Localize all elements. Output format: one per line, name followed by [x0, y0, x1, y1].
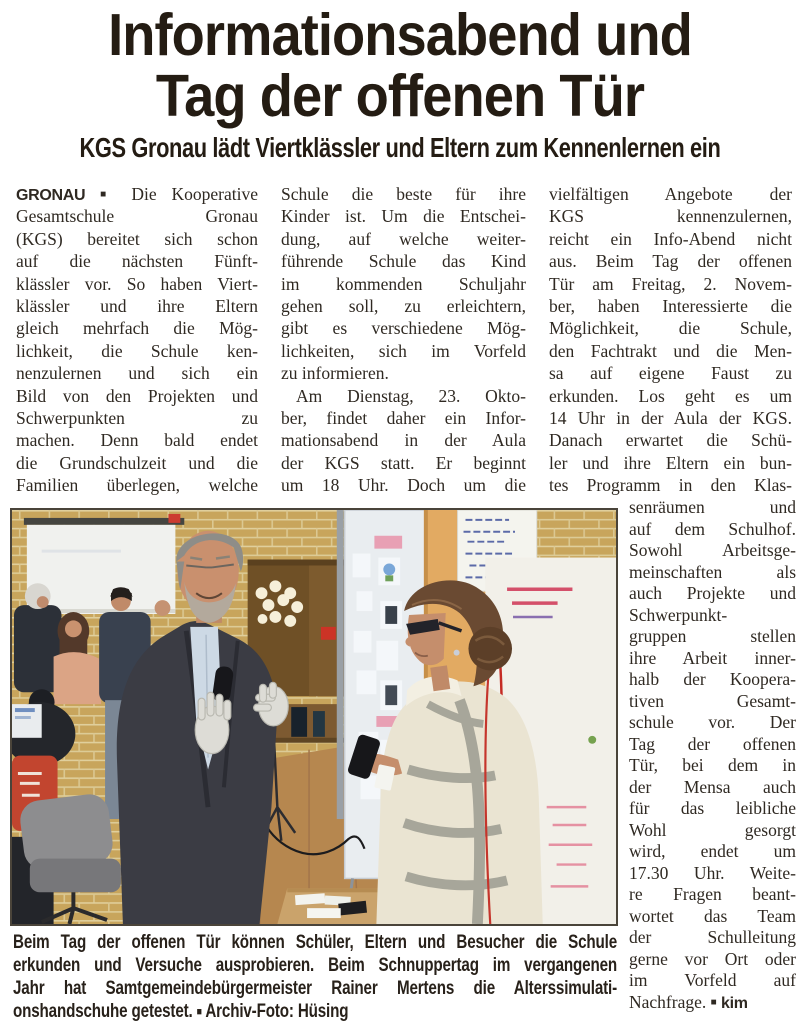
text-line [629, 519, 796, 541]
article-photo [10, 508, 618, 926]
text-span: 17.30 Uhr. Weite- [629, 862, 796, 883]
text-line [629, 540, 796, 562]
text-span: Tür, bei dem in [629, 755, 796, 775]
headline-line1: Informationsabend und [108, 2, 692, 68]
text-line [549, 273, 792, 295]
text-line [629, 605, 796, 627]
text-line [629, 669, 796, 691]
text-span: auf die nächsten Fünft- [16, 251, 258, 272]
text-span: schule vor. Der [629, 712, 796, 732]
text-line [13, 977, 617, 1000]
text-span: aus. Beim Tag der offenen [549, 251, 792, 272]
text-line [16, 429, 258, 451]
text-line [16, 474, 258, 496]
text-line [281, 452, 526, 474]
text-line [629, 884, 796, 906]
text-line [629, 820, 796, 842]
text-line [281, 317, 526, 339]
text-line [281, 205, 526, 227]
text-line [16, 317, 258, 339]
text-line [13, 1000, 617, 1023]
text-span: die Grundschulzeit und die [16, 452, 258, 473]
text-line [549, 452, 792, 474]
text-span: erkunden und Versuche ausprobieren. Beim Schnuppertag im vergangenen [13, 955, 617, 976]
bold-lead: GRONAU [16, 187, 86, 204]
text-line [16, 183, 258, 205]
text-line [629, 992, 796, 1014]
text-span: Kinder ist. Um die Entschei- [281, 206, 526, 227]
text-line [16, 362, 258, 384]
text-span: Schule die beste für ihre [281, 184, 526, 204]
text-line [281, 228, 526, 250]
text-line [281, 407, 526, 429]
text-span: für das leibliche [629, 798, 796, 818]
photo-caption [13, 931, 617, 1023]
text-line [281, 340, 526, 362]
text-span: tiven Gesamt- [629, 690, 796, 711]
red-sign [321, 627, 336, 640]
text-line [549, 228, 792, 250]
text-span: den Fachtrakt und die Men- [549, 340, 792, 361]
text-span: gibt es verschiedene Mög- [281, 318, 526, 339]
text-line [629, 648, 796, 670]
text-line [629, 583, 796, 605]
text-line [281, 385, 526, 407]
text-line [549, 205, 792, 227]
text-line [281, 183, 526, 205]
article-column-3-narrow [629, 497, 796, 1013]
text-line [16, 295, 258, 317]
text-line [16, 385, 258, 407]
text-span: Am Dienstag, 23. Okto- [296, 385, 526, 406]
text-span: dung, auf welche weiter- [281, 228, 526, 249]
text-span: auf dem Schulhof. [629, 518, 796, 539]
text-span: 14 Uhr in der Aula der KGS. [549, 407, 792, 428]
text-line [281, 273, 526, 295]
text-line [281, 250, 526, 272]
text-span: der Mensa auch [629, 776, 796, 797]
text-line [629, 863, 796, 885]
text-span: sa auf eigene Faust zu [549, 363, 792, 384]
square-bullet: ■ [710, 996, 717, 1008]
text-span: wird, endet um [629, 841, 796, 861]
text-line [549, 250, 792, 272]
text-span: Familien überlegen, welche [16, 475, 258, 496]
text-line [549, 362, 792, 384]
photo-illustration [12, 510, 616, 924]
text-span: um 18 Uhr. Doch um die [281, 475, 526, 496]
article-column-1 [16, 183, 258, 496]
article-column-2 [281, 183, 526, 496]
text-span: ber, findet daher ein Infor- [281, 407, 526, 428]
text-span: gehen soll, zu erleichtern, [281, 295, 526, 316]
text-span: Schwerpunkt- [629, 604, 728, 625]
text-span: onshandschuhe getestet. [13, 1001, 193, 1022]
text-span: der KGS statt. Er beginnt [281, 452, 526, 473]
text-span: gleich mehrfach die Mög- [16, 318, 258, 339]
text-span: Archiv-Foto: Hüsing [205, 1001, 349, 1022]
text-span: Sowohl Arbeitsge- [629, 540, 796, 560]
article-column-3-wide [549, 183, 792, 496]
text-span: im kommenden Schuljahr [281, 273, 526, 294]
left-table-papers [12, 704, 42, 738]
text-span: im Vorfeld auf [629, 970, 796, 990]
text-line [13, 954, 617, 977]
text-line [16, 205, 258, 227]
text-line [16, 340, 258, 362]
text-span: gruppen stellen [629, 626, 796, 646]
text-span: Jahr hat Samtgemeindebürgermeister Rainer Mertens die Alterssimulati- [13, 978, 617, 999]
text-line [16, 250, 258, 272]
text-line [629, 626, 796, 648]
text-span: zu informieren. [281, 363, 389, 384]
text-line [549, 295, 792, 317]
text-span: führende Schule das Kind [281, 251, 526, 272]
text-span: Nachfrage. [629, 991, 707, 1012]
text-line [629, 949, 796, 971]
text-line [549, 429, 792, 451]
earring [454, 650, 460, 656]
text-line [549, 183, 792, 205]
text-line [549, 474, 792, 496]
metal-pole [337, 510, 344, 819]
text-line [629, 927, 796, 949]
text-line [629, 798, 796, 820]
text-line [13, 931, 617, 954]
text-span: senräumen und [629, 497, 796, 517]
text-span: Beim Tag der offenen Tür können Schüler, Eltern und Besucher die Schule [13, 932, 617, 953]
text-span: reicht ein Info-Abend nicht [549, 228, 792, 249]
text-line [629, 970, 796, 992]
text-span: Wohl gesorgt [629, 819, 796, 840]
text-line [549, 317, 792, 339]
text-line [549, 407, 792, 429]
text-span: ber, haben Interessierte die [549, 295, 792, 316]
text-line [629, 691, 796, 713]
text-span: Schwerpunkten zu [16, 407, 258, 428]
text-line [16, 228, 258, 250]
text-span: Möglichkeit, die Schule, [549, 318, 792, 339]
text-span: mationsabend in der Aula [281, 430, 526, 451]
text-line [281, 429, 526, 451]
text-line [549, 385, 792, 407]
text-line [549, 340, 792, 362]
woman-neck [430, 665, 450, 691]
text-line [16, 273, 258, 295]
text-span: vielfältigen Angebote der [549, 184, 792, 204]
headline-line2: Tag der offenen Tür [155, 63, 645, 129]
text-span: wortet das Team [629, 905, 796, 926]
text-span: Die Kooperative [131, 184, 258, 204]
text-span: lichkeit, die Schule ken- [16, 340, 258, 361]
text-span: klässler vor. So haben Viert- [16, 273, 258, 294]
text-line [281, 362, 526, 384]
text-span: gerne vor Ort oder [629, 948, 796, 969]
text-span: halb der Koopera- [629, 669, 796, 689]
text-line [281, 474, 526, 496]
text-span: Tag der offenen [629, 733, 796, 754]
text-line [629, 755, 796, 777]
text-span: tes Programm in den Klas- [549, 475, 792, 496]
square-bullet: ■ [100, 189, 117, 200]
text-span: klässler und ihre Eltern [16, 295, 258, 316]
text-span: machen. Denn bald endet [16, 430, 258, 451]
text-span: auch Projekte und [629, 583, 796, 603]
square-bullet: ■ [196, 1006, 202, 1018]
text-line [629, 562, 796, 584]
bold-lead: kim [721, 994, 748, 1012]
text-span: re Fragen beant- [629, 884, 796, 904]
subheadline: KGS Gronau lädt Viertklässler und Eltern zum Kennenlernen ein [79, 132, 721, 163]
text-span: ler und ihre Eltern ein bun- [549, 452, 792, 473]
text-span: Danach erwartet die Schü- [549, 430, 792, 451]
text-span: ihre Arbeit inner- [629, 647, 796, 668]
text-span: meinschaften als [629, 561, 796, 582]
text-span: nenzulernen und sich ein [16, 363, 258, 384]
text-line [629, 906, 796, 928]
text-line [629, 712, 796, 734]
alarm-box [168, 514, 180, 523]
text-span: lichkeiten, sich im Vorfeld [281, 340, 526, 361]
text-line [16, 452, 258, 474]
text-span: Gesamtschule Gronau [16, 206, 258, 227]
text-line [16, 407, 258, 429]
hair-bun [468, 627, 512, 671]
text-span: (KGS) bereitet sich schon [16, 228, 258, 249]
text-line [629, 841, 796, 863]
text-line [629, 497, 796, 519]
text-span: Bild von den Projekten und [16, 385, 258, 406]
table-with-papers [277, 888, 390, 924]
text-span: erkunden. Los geht es um [549, 385, 792, 406]
text-span: KGS kennenzulernen, [549, 206, 792, 227]
text-line [281, 295, 526, 317]
text-line [629, 734, 796, 756]
background-head [155, 600, 171, 616]
text-span: Tür am Freitag, 2. Novem- [549, 273, 792, 294]
text-span: der Schulleitung [629, 927, 796, 947]
text-line [629, 777, 796, 799]
